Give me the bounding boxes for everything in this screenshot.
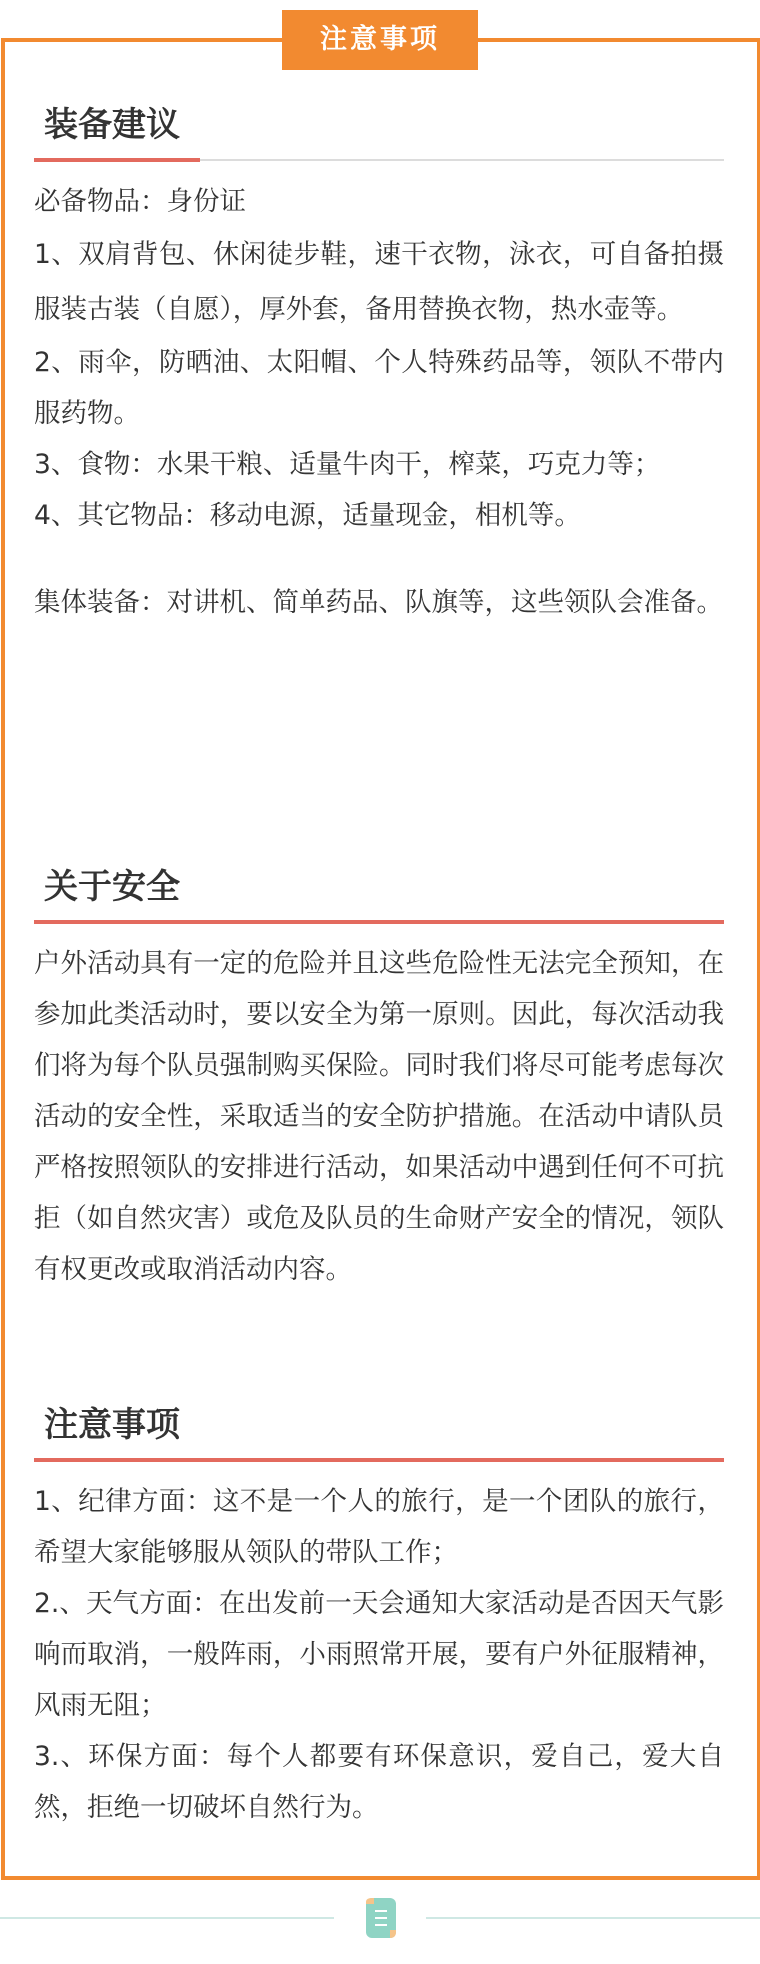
notes-item-1: 1、纪律方面：这不是一个人的旅行，是一个团队的旅行，希望大家能够服从领队的带队工作； (34, 1486, 724, 1568)
equipment-item-4: 4、其它物品：移动电源，适量现金，相机等。 (34, 500, 581, 531)
notes-item-3: 3.、环保方面：每个人都要有环保意识，爱自己，爱大自然，拒绝一切破坏自然行为。 (34, 1741, 724, 1823)
equipment-title: 装备建议 (44, 105, 180, 145)
safety-text: 户外活动具有一定的危险并且这些危险性无法完全预知，在参加此类活动时，要以安全为第一原则。因此，每次活动我们将为每个队员强制购买保险。同时我们将尽可能考虑每次活动的安全性，采取适当的安全防护措施。在活动中请队员严格按照领队的安排进行活动，如果活动中遇到任何不可抗拒（如自然灾害）或危及队员的生命财产安全的情况，领队有权更改或取消活动内容。 (34, 948, 724, 1285)
notes-title-rule (34, 1458, 724, 1462)
notes-item-2: 2.、天气方面：在出发前一天会通知大家活动是否因天气影响而取消，一般阵雨，小雨照常开展，要有户外征服精神，风雨无阻； (34, 1588, 724, 1721)
notes-section (34, 1400, 724, 1833)
equipment-item-2: 2、雨伞，防晒油、太阳帽、个人特殊药品等，领队不带内服药物。 (34, 347, 724, 429)
footer-divider-left (0, 1917, 334, 1919)
safety-title: 关于安全 (44, 867, 180, 907)
footer-divider-right (426, 1917, 760, 1919)
scroll-icon (360, 1896, 400, 1940)
equipment-group: 集体装备：对讲机、简单药品、队旗等，这些领队会准备。 (34, 587, 723, 618)
header-tab: 注意事项 (282, 10, 478, 70)
equipment-item-1: 1、双肩背包、休闲徒步鞋，速干衣物，泳衣，可自备拍摄服装古装（自愿），厚外套，备用替换衣物，热水壶等。 (34, 239, 724, 325)
notes-title: 注意事项 (44, 1405, 180, 1445)
equipment-title-rule (34, 158, 724, 162)
equipment-item-3: 3、食物：水果干粮、适量牛肉干，榨菜，巧克力等； (34, 449, 661, 480)
equipment-required: 必备物品：身份证 (34, 186, 246, 217)
safety-section (34, 862, 724, 1295)
equipment-section (34, 100, 724, 628)
safety-title-rule (34, 920, 724, 924)
